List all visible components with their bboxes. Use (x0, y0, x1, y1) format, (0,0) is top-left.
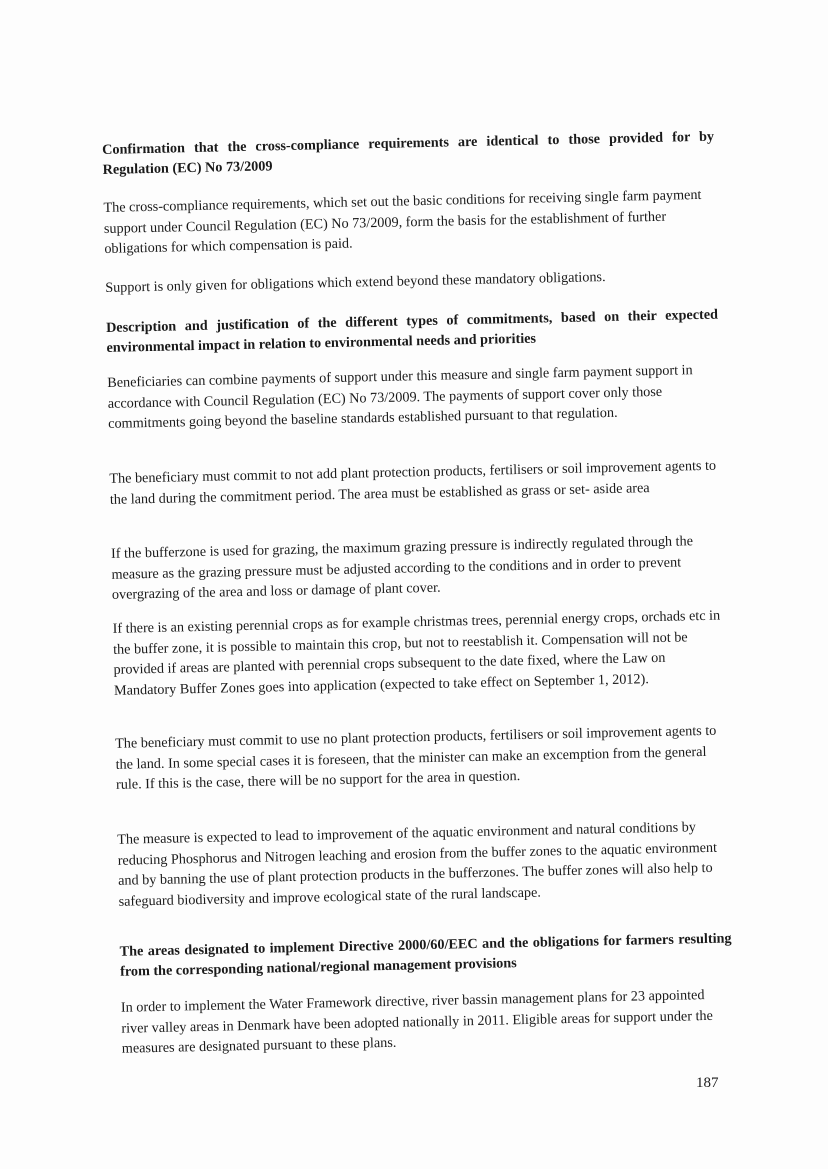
paragraph-river-basin-plans: In order to implement the Water Framework directive, river bassin management plans for 23 appointed river valley areas in Denmark have been adopted nationally in 2011. Eligible areas for support under the measures are designated pursuant to these plans. (120, 987, 714, 1057)
section-heading-cross-compliance: Confirmation that the cross-compliance requirements are identical to those provided for by Regulation (EC) No 73/2009 (102, 128, 715, 178)
page-number: 187 (696, 1075, 719, 1091)
paragraph-expected-improvement: The measure is expected to lead to improvement of the aquatic environment and natural conditions by reducing Phosphorus and Nitrogen leaching and erosion from the buffer zones to the aquatic environment and by banning the use of plant protection products in the bufferzones. The buffer zones will also help to safeguard biodiversity and improve ecological state of the rural landscape. (117, 819, 718, 910)
paragraph-cross-compliance-basis: The cross-compliance requirements, which set out the basic conditions for receiving single farm payment support under Council Regulation (EC) No 73/2009, form the basis for the establishment of further obligations for which compensation is paid. (103, 186, 702, 257)
paragraph-support-beyond-obligations: Support is only given for obligations which extend beyond these mandatory obligations. (105, 269, 606, 296)
paragraph-grazing-pressure: If the bufferzone is used for grazing, the maximum grazing pressure is indirectly regulated through the measure as the grazing pressure must be adjusted according to the conditions and in order to prevent overgrazing of the area and loss or damage of plant cover. (110, 533, 694, 603)
section-heading-water-framework: The areas designated to implement Directive 2000/60/EEC and the obligations for farmers resulting from the corresponding national/regional management provisions (119, 930, 732, 980)
page-content (102, 127, 732, 1057)
paragraph-combine-payments: Beneficiaries can combine payments of support under this measure and single farm payment support in accordance with Council Regulation (EC) No 73/2009. The payments of support cover only those commitments going beyond the baseline standards established pursuant to that regulation. (107, 362, 693, 432)
paragraph-perennial-crops: If there is an existing perennial crops as for example christmas trees, perennial energy crops, orchads etc in the buffer zone, it is possible to maintain this crop, but not to reestablish it. Compensation will not be provided if areas are planted with perennial crops subsequent to the date fixed, where the Law on Mandatory Buffer Zones goes into application (expected to take effect on September 1, 2012). (112, 607, 721, 699)
paragraph-no-plant-protection-commitment: The beneficiary must commit to not add plant protection products, fertilisers or soil improvement agents to the land during the commitment period. The area must be established as grass or set- aside area (109, 457, 717, 508)
paragraph-exemption: The beneficiary must commit to use no plant protection products, fertilisers or soil improvement agents to the land. In some special cases it is foreseen, that the minister can make an excemption from the general rule. If this is the case, there will be no support for the area in question. (115, 722, 717, 793)
section-heading-commitments: Description and justification of the different types of commitments, based on their expected environmental impact in relation to environmental needs and priorities (105, 306, 719, 356)
